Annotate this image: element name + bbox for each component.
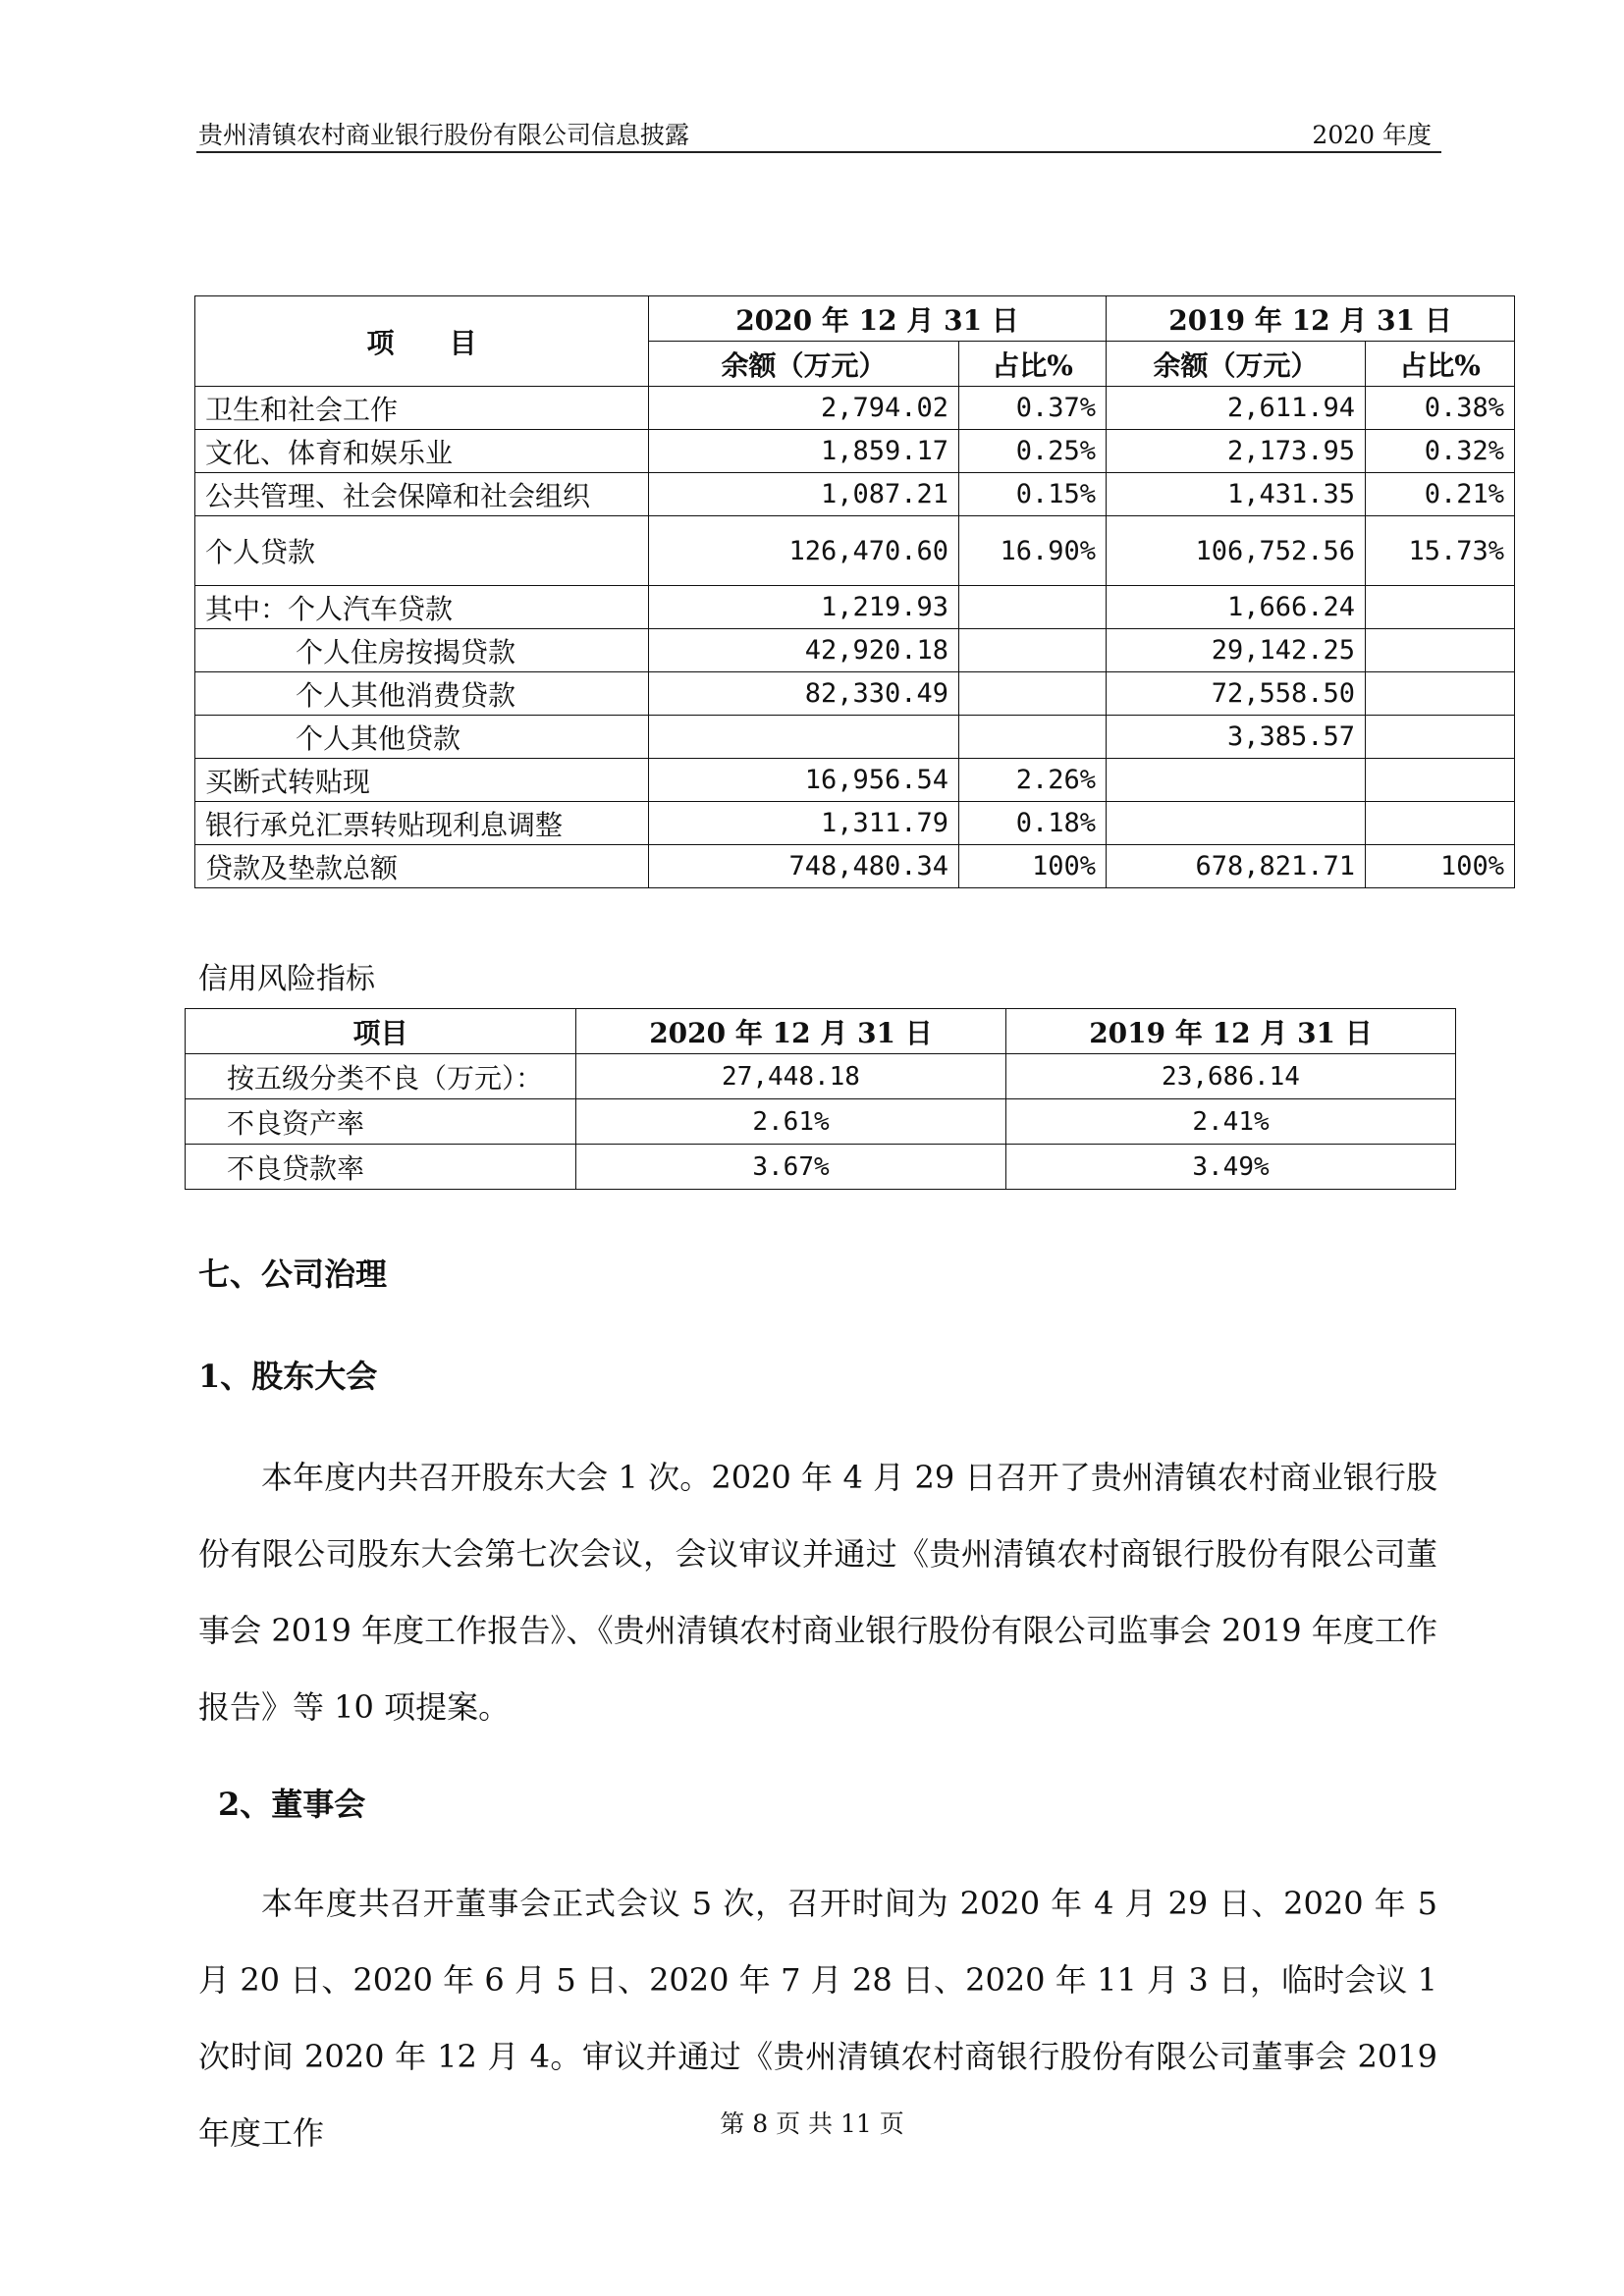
amount-2020: 16,956.54: [649, 759, 959, 802]
ratio-header-2020: 占比%: [959, 342, 1107, 387]
header-title: 贵州清镇农村商业银行股份有限公司信息披露: [198, 121, 690, 149]
ratio-2019: 0.32%: [1366, 430, 1515, 473]
risk-caption: 信用风险指标: [198, 962, 375, 996]
amount-2020: 1,859.17: [649, 430, 959, 473]
ratio-2020: 2.26%: [959, 759, 1107, 802]
table-row: [195, 716, 1515, 759]
risk-2019-header: 2019 年 12 月 31 日: [1006, 1009, 1456, 1054]
ratio-2019: 0.21%: [1366, 473, 1515, 516]
ratio-2019: [1366, 586, 1515, 629]
header-year: 2020 年度: [1312, 121, 1432, 149]
item-header: 项 目: [195, 296, 649, 387]
table-row: [186, 1054, 1456, 1099]
ratio-2019: 0.38%: [1366, 387, 1515, 430]
subsection-heading-shareholders: 1、股东大会: [198, 1358, 378, 1395]
loan-distribution-table: [194, 295, 1515, 888]
ratio-2020: 0.15%: [959, 473, 1107, 516]
amount-2019: 106,752.56: [1107, 516, 1366, 586]
ratio-2020: 16.90%: [959, 516, 1107, 586]
subsection-heading-board: 2、董事会: [218, 1786, 366, 1823]
table-row: [195, 473, 1515, 516]
amount-2019: 1,431.35: [1107, 473, 1366, 516]
ratio-2020: 0.37%: [959, 387, 1107, 430]
amount-2020: 2,794.02: [649, 387, 959, 430]
risk-row-name: 不良贷款率: [186, 1145, 576, 1190]
ratio-2020: [959, 586, 1107, 629]
row-name: 个人其他贷款: [195, 716, 649, 759]
ratio-2019: [1366, 802, 1515, 845]
table-row: [195, 802, 1515, 845]
amount-2020: 42,920.18: [649, 629, 959, 672]
risk-value-2020: 27,448.18: [576, 1054, 1006, 1099]
amount-header-2019: 余额（万元）: [1107, 342, 1366, 387]
table-row: [195, 387, 1515, 430]
row-name: 贷款及垫款总额: [195, 845, 649, 888]
risk-row-name: 不良资产率: [186, 1099, 576, 1145]
row-name: 其中：个人汽车贷款: [195, 586, 649, 629]
amount-2019: 1,666.24: [1107, 586, 1366, 629]
ratio-2019: 15.73%: [1366, 516, 1515, 586]
amount-2019: 3,385.57: [1107, 716, 1366, 759]
row-name: 文化、体育和娱乐业: [195, 430, 649, 473]
ratio-2020: 0.25%: [959, 430, 1107, 473]
amount-2019: 678,821.71: [1107, 845, 1366, 888]
table-row: [186, 1099, 1456, 1145]
table-row: [195, 629, 1515, 672]
amount-2019: [1107, 759, 1366, 802]
risk-row-name: 按五级分类不良（万元）：: [186, 1054, 576, 1099]
ratio-2019: [1366, 759, 1515, 802]
amount-2020: 82,330.49: [649, 672, 959, 716]
ratio-2020: [959, 716, 1107, 759]
amount-2019: 2,173.95: [1107, 430, 1366, 473]
row-name: 公共管理、社会保障和社会组织: [195, 473, 649, 516]
amount-header-2020: 余额（万元）: [649, 342, 959, 387]
risk-value-2020: 3.67%: [576, 1145, 1006, 1190]
section-heading: 七、公司治理: [198, 1255, 388, 1293]
table-row: [195, 516, 1515, 586]
paragraph-board: 本年度共召开董事会正式会议 5 次，召开时间为 2020 年 4 月 29 日、2020 年 5 月 20 日、2020 年 6 月 5 日、2020 年 7 月 28 日、2020 年 11 月 3 日，临时会议 1 次时间 2020 年 12 月 4。审议并通过《贵州清镇农村商银行股份有限公司董事会 2019 年度工作: [198, 1885, 1437, 2152]
risk-value-2020: 2.61%: [576, 1099, 1006, 1145]
table-row: [195, 672, 1515, 716]
amount-2020: 1,219.93: [649, 586, 959, 629]
amount-2020: 126,470.60: [649, 516, 959, 586]
ratio-2019: [1366, 629, 1515, 672]
page-footer: 第 8 页 共 11 页: [720, 2109, 904, 2138]
risk-value-2019: 3.49%: [1006, 1145, 1456, 1190]
amount-2020: 1,311.79: [649, 802, 959, 845]
ratio-2019: [1366, 672, 1515, 716]
amount-2020: 748,480.34: [649, 845, 959, 888]
amount-2019: 2,611.94: [1107, 387, 1366, 430]
ratio-2019: [1366, 716, 1515, 759]
amount-2019: [1107, 802, 1366, 845]
risk-value-2019: 23,686.14: [1006, 1054, 1456, 1099]
amount-2019: 72,558.50: [1107, 672, 1366, 716]
risk-value-2019: 2.41%: [1006, 1099, 1456, 1145]
paragraph-shareholders: 本年度内共召开股东大会 1 次。2020 年 4 月 29 日召开了贵州清镇农村商业银行股份有限公司股东大会第七次会议，会议审议并通过《贵州清镇农村商银行股份有限公司董事会 2019 年度工作报告》、《贵州清镇农村商业银行股份有限公司监事会 2019 年度工作报告》等 10 项提案。: [198, 1459, 1437, 1726]
table-row: [195, 759, 1515, 802]
ratio-2019: 100%: [1366, 845, 1515, 888]
amount-2020: 1,087.21: [649, 473, 959, 516]
ratio-2020: [959, 672, 1107, 716]
risk-2020-header: 2020 年 12 月 31 日: [576, 1009, 1006, 1054]
risk-item-header: 项目: [186, 1009, 576, 1054]
ratio-header-2019: 占比%: [1366, 342, 1515, 387]
credit-risk-table: [185, 1008, 1456, 1190]
period-2019-header: 2019 年 12 月 31 日: [1107, 296, 1515, 342]
table-row: [195, 845, 1515, 888]
row-name: 个人其他消费贷款: [195, 672, 649, 716]
amount-2019: 29,142.25: [1107, 629, 1366, 672]
ratio-2020: 100%: [959, 845, 1107, 888]
table-row: [186, 1145, 1456, 1190]
row-name: 个人住房按揭贷款: [195, 629, 649, 672]
row-name: 买断式转贴现: [195, 759, 649, 802]
table-row: [195, 586, 1515, 629]
amount-2020: [649, 716, 959, 759]
period-2020-header: 2020 年 12 月 31 日: [649, 296, 1107, 342]
ratio-2020: 0.18%: [959, 802, 1107, 845]
table-row: [195, 430, 1515, 473]
row-name: 卫生和社会工作: [195, 387, 649, 430]
row-name: 个人贷款: [195, 516, 649, 586]
row-name: 银行承兑汇票转贴现利息调整: [195, 802, 649, 845]
page-header: [196, 116, 1441, 153]
ratio-2020: [959, 629, 1107, 672]
